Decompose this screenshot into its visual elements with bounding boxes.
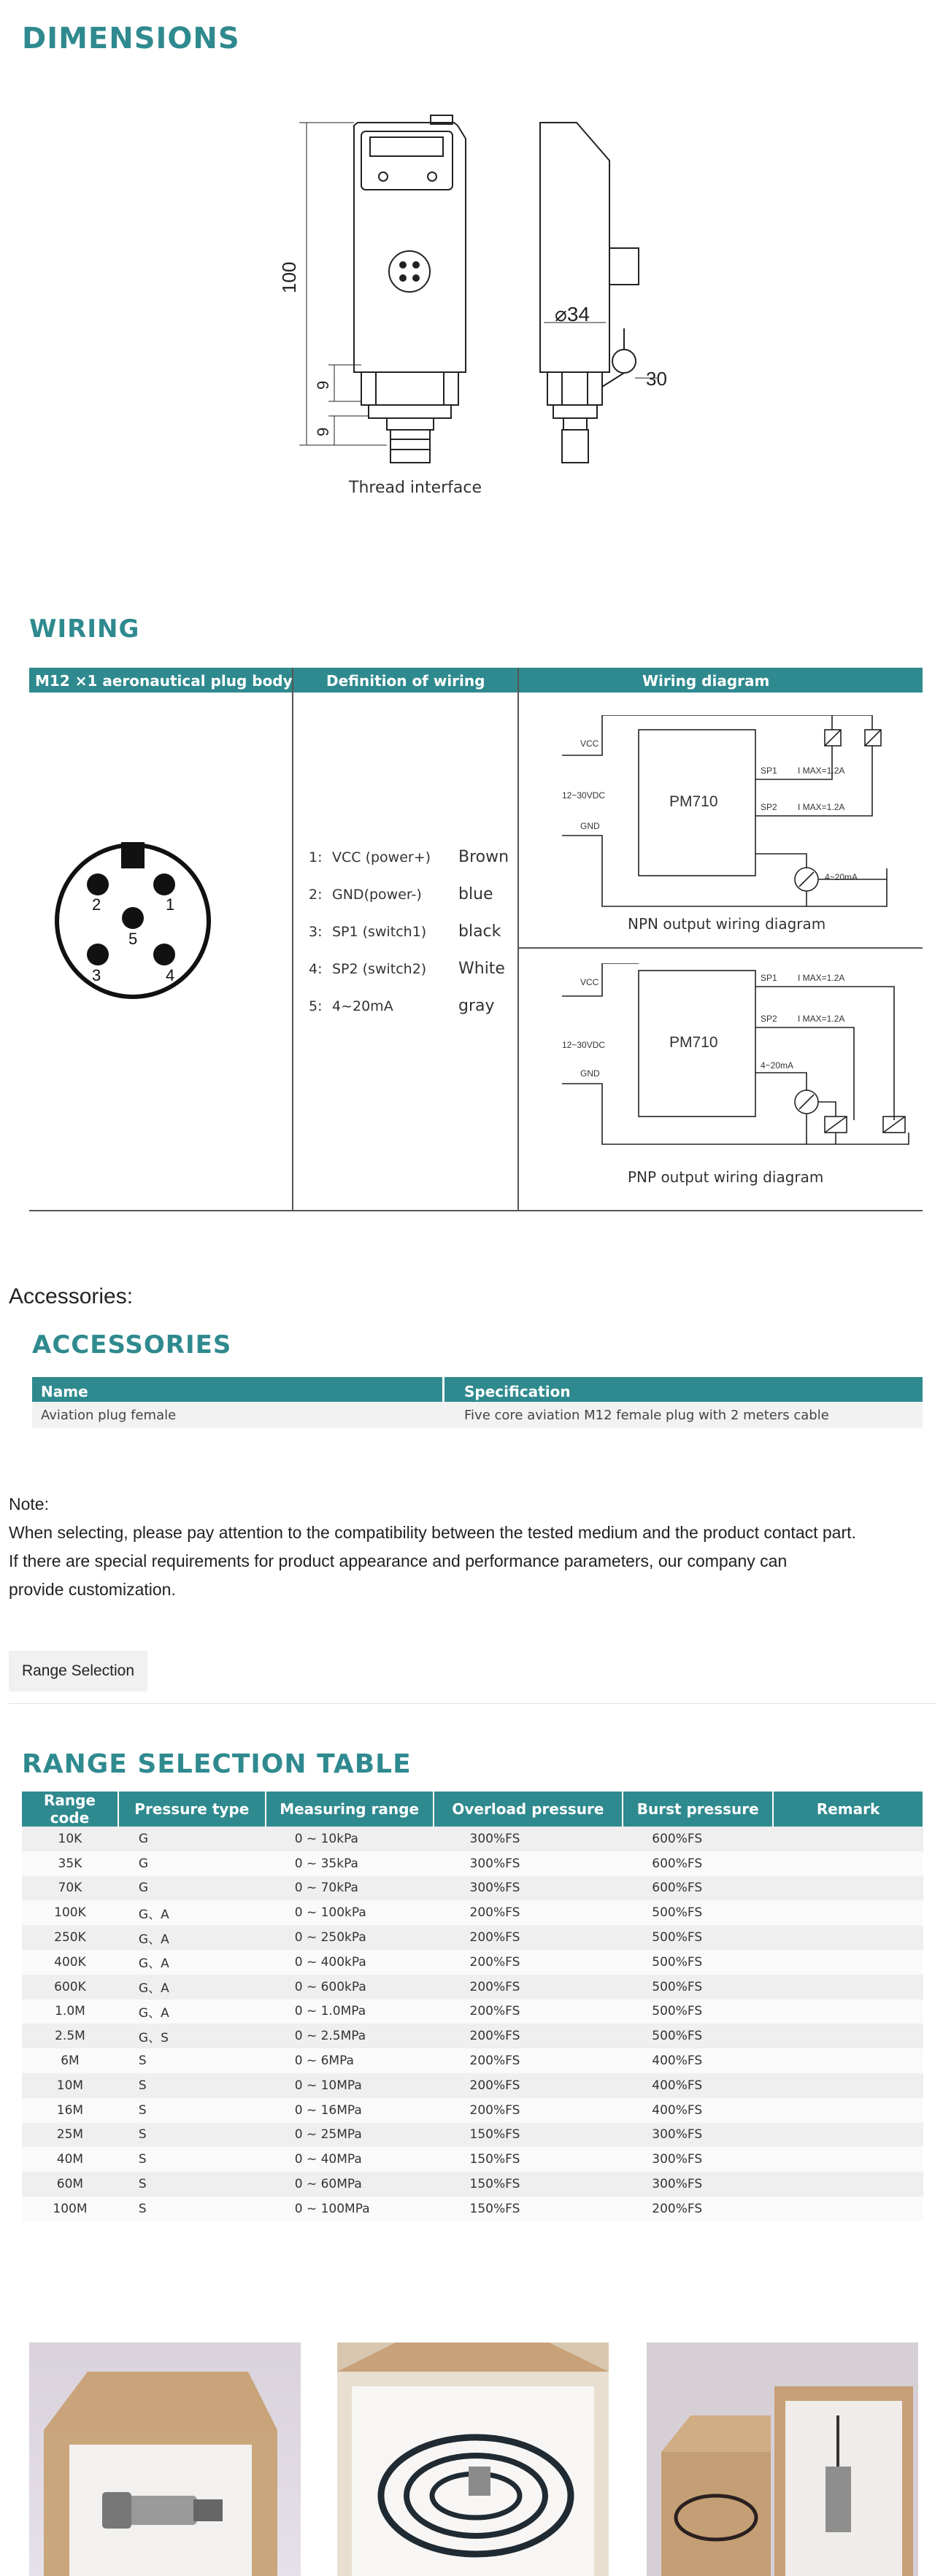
range-table xyxy=(22,1792,924,2221)
cell-range-code: 10K xyxy=(22,1827,118,1851)
cell-pressure-type: S xyxy=(118,2098,266,2123)
wiring-header-definition: Definition of wiring xyxy=(326,672,485,690)
pnp-imax2: I MAX=1.2A xyxy=(798,1014,845,1024)
pin-3-label: 3 xyxy=(92,966,101,984)
cell-measuring-range: 0 ~ 600kPa xyxy=(266,1975,434,2000)
cell-measuring-range: 0 ~ 250kPa xyxy=(266,1925,434,1950)
cell-overload-pressure: 200%FS xyxy=(434,2073,623,2098)
cell-burst-pressure: 600%FS xyxy=(623,1851,773,1876)
cell-range-code: 100K xyxy=(22,1900,118,1925)
cell-range-code: 400K xyxy=(22,1950,118,1975)
cell-overload-pressure: 200%FS xyxy=(434,2000,623,2024)
accessory-name: Aviation plug female xyxy=(41,1408,177,1423)
cell-measuring-range: 0 ~ 16MPa xyxy=(266,2098,434,2123)
divider xyxy=(9,1703,936,1704)
npn-caption: NPN output wiring diagram xyxy=(628,915,826,933)
range-table-row xyxy=(22,1851,923,1876)
pnp-imax1: I MAX=1.2A xyxy=(798,973,845,983)
cell-overload-pressure: 200%FS xyxy=(434,1925,623,1950)
header-burst: Burst pressure xyxy=(623,1792,773,1827)
cell-burst-pressure: 400%FS xyxy=(623,2073,773,2098)
wiring-definitions xyxy=(309,848,509,1034)
header-pressure-type: Pressure type xyxy=(118,1792,266,1827)
product-photo-1 xyxy=(29,2342,301,2576)
cell-remark xyxy=(773,1827,923,1851)
npn-model: PM710 xyxy=(669,793,718,810)
cell-overload-pressure: 300%FS xyxy=(434,1876,623,1901)
definition-row: 2: GND(power-) blue xyxy=(309,885,493,903)
pnp-analog: 4~20mA xyxy=(761,1060,794,1071)
cell-measuring-range: 0 ~ 100kPa xyxy=(266,1900,434,1925)
cell-burst-pressure: 500%FS xyxy=(623,1950,773,1975)
range-table-row xyxy=(22,1827,923,1851)
note-label: Note: xyxy=(9,1495,49,1513)
product-photo-2 xyxy=(337,2342,609,2576)
cell-remark xyxy=(773,2000,923,2024)
cell-measuring-range: 0 ~ 2.5MPa xyxy=(266,2024,434,2048)
cell-pressure-type: S xyxy=(118,2073,266,2098)
cell-pressure-type: G、A xyxy=(118,1925,266,1950)
pnp-gnd: GND xyxy=(580,1068,600,1079)
cell-pressure-type: G xyxy=(118,1876,266,1901)
cell-remark xyxy=(773,2024,923,2048)
range-table-row xyxy=(22,1975,923,2000)
cell-measuring-range: 0 ~ 40MPa xyxy=(266,2147,434,2172)
cell-burst-pressure: 600%FS xyxy=(623,1876,773,1901)
cell-remark xyxy=(773,1900,923,1925)
cell-remark xyxy=(773,2197,923,2221)
accessories-table xyxy=(32,1377,923,1428)
range-table-row xyxy=(22,2123,923,2148)
accessories-row xyxy=(32,1402,923,1428)
range-table-header xyxy=(22,1792,923,1827)
pnp-wiring-diagram xyxy=(562,963,912,1153)
cell-remark xyxy=(773,1975,923,2000)
cell-burst-pressure: 500%FS xyxy=(623,2000,773,2024)
pin-1-label: 1 xyxy=(166,895,175,914)
range-selection-button[interactable]: Range Selection xyxy=(9,1651,147,1692)
cell-measuring-range: 0 ~ 100MPa xyxy=(266,2197,434,2221)
cell-range-code: 35K xyxy=(22,1851,118,1876)
cell-overload-pressure: 300%FS xyxy=(434,1851,623,1876)
cell-measuring-range: 0 ~ 60MPa xyxy=(266,2172,434,2197)
range-table-row xyxy=(22,2048,923,2073)
range-table-row xyxy=(22,2024,923,2048)
cell-overload-pressure: 200%FS xyxy=(434,2048,623,2073)
cell-burst-pressure: 500%FS xyxy=(623,1925,773,1950)
accessories-header-spec: Specification xyxy=(464,1383,571,1400)
cell-remark xyxy=(773,1876,923,1901)
npn-imax2: I MAX=1.2A xyxy=(798,802,845,812)
definition-row: 3: SP1 (switch1) black xyxy=(309,922,501,941)
pin-4-label: 4 xyxy=(166,966,175,984)
definition-row: 1: VCC (power+) Brown xyxy=(309,848,509,866)
cell-overload-pressure: 200%FS xyxy=(434,1900,623,1925)
note-line: provide customization. xyxy=(9,1580,176,1599)
cell-overload-pressure: 150%FS xyxy=(434,2147,623,2172)
accessories-header-row xyxy=(32,1377,923,1402)
cell-measuring-range: 0 ~ 10MPa xyxy=(266,2073,434,2098)
cell-burst-pressure: 500%FS xyxy=(623,1975,773,2000)
pin-5-label: 5 xyxy=(128,930,138,948)
npn-gnd: GND xyxy=(580,821,600,831)
dim-30-label: 30 xyxy=(646,368,667,390)
note-line: When selecting, please pay attention to the compatibility between the tested medium and the product contact part. xyxy=(9,1523,856,1542)
cell-burst-pressure: 200%FS xyxy=(623,2197,773,2221)
range-table-row xyxy=(22,2197,923,2221)
dimensions-drawing xyxy=(277,109,744,518)
cell-pressure-type: G xyxy=(118,1851,266,1876)
cell-measuring-range: 0 ~ 1.0MPa xyxy=(266,2000,434,2024)
cell-range-code: 60M xyxy=(22,2172,118,2197)
range-table-row xyxy=(22,1950,923,1975)
cell-burst-pressure: 300%FS xyxy=(623,2172,773,2197)
npn-sp1: SP1 xyxy=(761,766,777,776)
cell-range-code: 600K xyxy=(22,1975,118,2000)
wiring-header-plug: M12 ×1 aeronautical plug body xyxy=(35,672,293,690)
cell-remark xyxy=(773,2048,923,2073)
cell-measuring-range: 0 ~ 400kPa xyxy=(266,1950,434,1975)
cell-pressure-type: G、A xyxy=(118,2000,266,2024)
cell-range-code: 6M xyxy=(22,2048,118,2073)
pnp-supply: 12~30VDC xyxy=(562,1040,606,1050)
cell-pressure-type: S xyxy=(118,2172,266,2197)
range-table-wrap xyxy=(22,1792,924,2221)
cell-overload-pressure: 150%FS xyxy=(434,2172,623,2197)
cell-burst-pressure: 600%FS xyxy=(623,1827,773,1851)
pnp-sp1: SP1 xyxy=(761,973,777,983)
cell-overload-pressure: 200%FS xyxy=(434,2098,623,2123)
cell-overload-pressure: 200%FS xyxy=(434,1975,623,2000)
cell-burst-pressure: 300%FS xyxy=(623,2147,773,2172)
dim-9b-label: 9 xyxy=(314,427,332,436)
header-range-code: Range code xyxy=(22,1792,118,1827)
m12-connector-diagram xyxy=(51,839,219,1007)
cell-overload-pressure: 150%FS xyxy=(434,2123,623,2148)
cell-remark xyxy=(773,2147,923,2172)
definition-row: 5: 4~20mA gray xyxy=(309,997,495,1015)
pnp-model: PM710 xyxy=(669,1034,718,1051)
cell-measuring-range: 0 ~ 35kPa xyxy=(266,1851,434,1876)
range-table-row xyxy=(22,2000,923,2024)
dim-9a-label: 9 xyxy=(314,380,332,390)
range-table-row xyxy=(22,1900,923,1925)
range-table-row xyxy=(22,2172,923,2197)
range-table-row xyxy=(22,1876,923,1901)
accessory-spec: Five core aviation M12 female plug with 2 meters cable xyxy=(464,1408,829,1423)
cell-remark xyxy=(773,2073,923,2098)
cell-range-code: 100M xyxy=(22,2197,118,2221)
note-line: If there are special requirements for product appearance and performance parameters, our company can xyxy=(9,1551,788,1570)
dimensions-title: DIMENSIONS xyxy=(22,22,240,55)
cell-measuring-range: 0 ~ 10kPa xyxy=(266,1827,434,1851)
cell-overload-pressure: 200%FS xyxy=(434,1950,623,1975)
cell-remark xyxy=(773,2098,923,2123)
cell-range-code: 2.5M xyxy=(22,2024,118,2048)
cell-pressure-type: G、S xyxy=(118,2024,266,2048)
cell-pressure-type: G、A xyxy=(118,1900,266,1925)
header-overload: Overload pressure xyxy=(434,1792,623,1827)
cell-burst-pressure: 500%FS xyxy=(623,1900,773,1925)
range-table-row xyxy=(22,2098,923,2123)
header-remark: Remark xyxy=(773,1792,923,1827)
cell-pressure-type: G、A xyxy=(118,1975,266,2000)
cell-burst-pressure: 300%FS xyxy=(623,2123,773,2148)
cell-overload-pressure: 300%FS xyxy=(434,1827,623,1851)
range-table-row xyxy=(22,2073,923,2098)
cell-remark xyxy=(773,2172,923,2197)
cell-overload-pressure: 200%FS xyxy=(434,2024,623,2048)
cell-pressure-type: S xyxy=(118,2147,266,2172)
cell-pressure-type: S xyxy=(118,2048,266,2073)
range-table-row xyxy=(22,1925,923,1950)
cell-burst-pressure: 400%FS xyxy=(623,2098,773,2123)
cell-pressure-type: S xyxy=(118,2197,266,2221)
cell-range-code: 10M xyxy=(22,2073,118,2098)
cell-range-code: 1.0M xyxy=(22,2000,118,2024)
cell-remark xyxy=(773,2123,923,2148)
npn-vcc: VCC xyxy=(580,739,599,749)
npn-supply: 12~30VDC xyxy=(562,790,606,801)
dim-100-label: 100 xyxy=(278,261,300,293)
accessories-title: ACCESSORIES xyxy=(32,1330,232,1360)
note-block xyxy=(9,1490,856,1604)
npn-imax1: I MAX=1.2A xyxy=(798,766,845,776)
pnp-vcc: VCC xyxy=(580,977,599,987)
npn-sp2: SP2 xyxy=(761,802,777,812)
pnp-sp2: SP2 xyxy=(761,1014,777,1024)
npn-wiring-diagram xyxy=(562,715,912,934)
range-table-title: RANGE SELECTION TABLE xyxy=(22,1749,412,1779)
wiring-title: WIRING xyxy=(29,614,140,644)
pin-2-label: 2 xyxy=(92,895,101,914)
thread-caption: Thread interface xyxy=(349,479,482,497)
cell-range-code: 250K xyxy=(22,1925,118,1950)
cell-overload-pressure: 150%FS xyxy=(434,2197,623,2221)
pnp-caption: PNP output wiring diagram xyxy=(628,1168,824,1186)
cell-remark xyxy=(773,1925,923,1950)
product-photo-3 xyxy=(647,2342,918,2576)
cell-pressure-type: G、A xyxy=(118,1950,266,1975)
wiring-header-diagram: Wiring diagram xyxy=(642,672,770,690)
cell-range-code: 25M xyxy=(22,2123,118,2148)
definition-row: 4: SP2 (switch2) White xyxy=(309,960,505,978)
cell-measuring-range: 0 ~ 6MPa xyxy=(266,2048,434,2073)
cell-measuring-range: 0 ~ 70kPa xyxy=(266,1876,434,1901)
dim-34-label: ⌀34 xyxy=(555,303,590,325)
npn-analog: 4~20mA xyxy=(825,872,858,882)
cell-pressure-type: G xyxy=(118,1827,266,1851)
cell-pressure-type: S xyxy=(118,2123,266,2148)
cell-remark xyxy=(773,1950,923,1975)
cell-measuring-range: 0 ~ 25MPa xyxy=(266,2123,434,2148)
range-table-row xyxy=(22,2147,923,2172)
cell-range-code: 70K xyxy=(22,1876,118,1901)
cell-range-code: 16M xyxy=(22,2098,118,2123)
accessories-header-name: Name xyxy=(41,1383,88,1400)
cell-remark xyxy=(773,1851,923,1876)
header-measuring-range: Measuring range xyxy=(266,1792,434,1827)
accessories-label: Accessories: xyxy=(9,1284,134,1308)
cell-range-code: 40M xyxy=(22,2147,118,2172)
cell-burst-pressure: 400%FS xyxy=(623,2048,773,2073)
cell-burst-pressure: 500%FS xyxy=(623,2024,773,2048)
